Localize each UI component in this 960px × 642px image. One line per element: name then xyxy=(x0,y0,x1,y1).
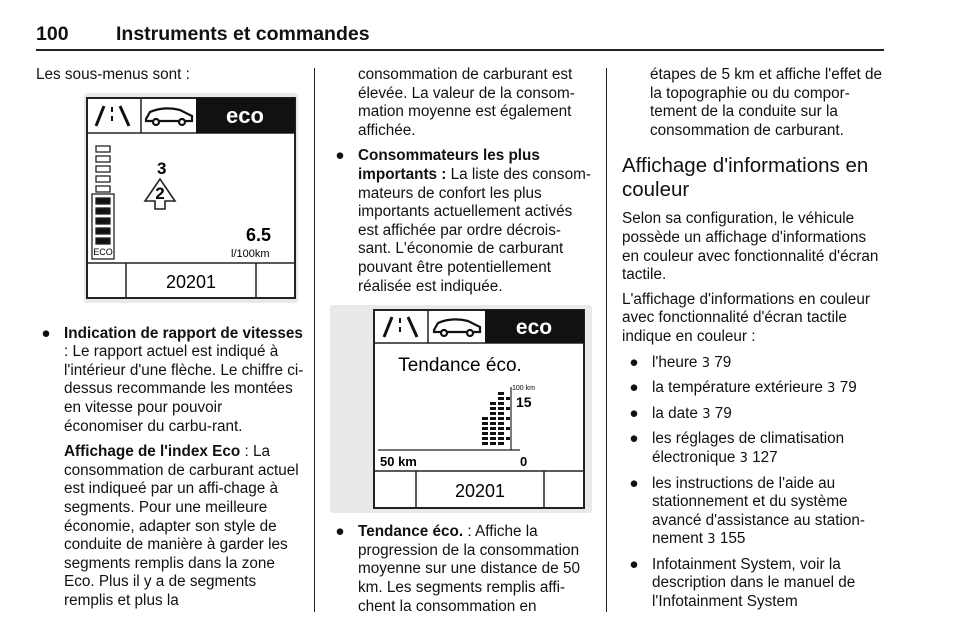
bullet-icon: ● xyxy=(335,523,345,541)
term-gear-indication: Indication de rapport de vitesses xyxy=(64,324,303,342)
page-reference-number: 79 xyxy=(839,379,857,397)
section-heading: Affichage d'informations en couleur xyxy=(622,154,869,202)
page-title: Instruments et commandes xyxy=(116,23,370,45)
eco-index-paragraph xyxy=(36,443,304,610)
bullet-icon: ● xyxy=(629,430,639,448)
term-eco-trend: Tendance éco. xyxy=(358,523,464,541)
list-item xyxy=(624,379,886,399)
eco-tab-label: eco xyxy=(515,316,553,340)
major-consumers-text: La liste des consom-mateurs de confort les plus importants actuellement activés est affichée par ordre décrois-sant. L'économie de carburant pouvant être potentiellement réalisée est indiquée. xyxy=(358,165,591,295)
page-reference-icon: 3 xyxy=(739,450,748,466)
bullet-gear-indication xyxy=(36,325,304,437)
odometer: 20201 xyxy=(454,481,506,502)
scale-top: 15 xyxy=(516,394,532,411)
list-item xyxy=(624,475,886,550)
bullet-icon: ● xyxy=(629,379,639,397)
page-number: 100 xyxy=(36,23,69,45)
trend-title: Tendance éco. xyxy=(398,355,522,377)
page-reference-number: 79 xyxy=(714,353,732,371)
axis-left-label: 50 km xyxy=(380,454,417,470)
bullet-icon: ● xyxy=(629,353,639,371)
gear-recommend: 3 xyxy=(157,158,167,178)
list-item xyxy=(624,556,886,612)
section-paragraph-1: Selon sa configuration, le véhicule possède un affichage d'informations en couleur avec fonctionnalité d'écran tactile. xyxy=(622,210,879,284)
column-3 xyxy=(622,66,886,618)
odometer: 20201 xyxy=(165,271,217,292)
column-divider-2 xyxy=(606,68,607,612)
page-reference-number: 79 xyxy=(714,404,732,422)
eco-display-figure xyxy=(84,93,298,303)
eco-tab-label: eco xyxy=(226,102,264,128)
eco-index-label: ECO xyxy=(93,246,113,257)
page-reference-icon: 3 xyxy=(701,355,710,371)
gear-current: 2 xyxy=(155,183,165,203)
list-item xyxy=(624,405,886,425)
bullet-icon: ● xyxy=(41,324,51,342)
page-reference-number: 127 xyxy=(752,448,778,466)
eco-display-illustration xyxy=(84,93,298,303)
bullet-icon: ● xyxy=(629,404,639,422)
consumption-unit: l/100km xyxy=(231,247,270,260)
bullet-major-consumers xyxy=(330,147,592,296)
list-item-text: la température extérieure xyxy=(652,379,823,397)
eco-trend-figure xyxy=(330,305,592,513)
eco-trend-text: : Affiche la progression de la consommation moyenne sur une distance de 50 km. Les segments remplis affi-chent la consommation en xyxy=(358,523,580,615)
gear-indication-text: : Le rapport actuel est indiqué à l'intérieur d'une flèche. Le chiffre ci-dessus recommande les montées en vitesse pour pouvoir économiser du carbu-rant. xyxy=(64,343,304,435)
term-eco-index: Affichage de l'index Eco xyxy=(64,443,241,461)
list-item-text: les réglages de climatisation électronique xyxy=(652,430,845,466)
column-1 xyxy=(36,66,304,611)
page-reference-icon: 3 xyxy=(702,406,711,422)
list-item xyxy=(624,430,886,468)
page-header xyxy=(36,23,370,46)
eco-trend-illustration xyxy=(330,305,592,513)
bullet-icon: ● xyxy=(629,474,639,492)
scale-unit: 100 km xyxy=(512,385,535,393)
list-item-text: les instructions de l'aide au stationnement et du système avancé d'assistance au station-nement xyxy=(652,474,865,548)
col2-continuation: consommation de carburant est élevée. La valeur de la consom-mation moyenne est également affichée. xyxy=(358,66,575,139)
col3-continuation: étapes de 5 km et affiche l'effet de la topographie ou du compor-tement de la conduite sur la consommation de carburant. xyxy=(650,66,882,139)
list-item-text: l'heure xyxy=(652,353,698,371)
page-reference-icon: 3 xyxy=(707,532,716,548)
list-item-text: Infotainment System, voir la description dans le manuel de l'Infotainment System xyxy=(652,555,856,611)
list-item xyxy=(624,354,886,374)
bullet-icon: ● xyxy=(629,555,639,573)
list-item-text: la date xyxy=(652,404,698,422)
term-major-consumers: Consommateurs les plus importants : xyxy=(358,147,540,183)
section-paragraph-2: L'affichage d'informations en couleur avec fonctionnalité d'écran tactile indique en couleur : xyxy=(622,290,870,345)
axis-right-label: 0 xyxy=(520,454,528,470)
page-reference-number: 155 xyxy=(719,530,746,548)
page-reference-icon: 3 xyxy=(827,381,836,397)
bullet-eco-trend xyxy=(330,523,592,616)
intro-text: Les sous-menus sont : xyxy=(36,66,190,83)
eco-index-text: : La consommation de carburant actuel est indiqueé par un affi-chage à segments. Pour une meilleure économie, adapter son style de conduite de manière à garder les segments remplis dans la zone Eco. Plus il y a de segments remplis et plus la xyxy=(64,443,299,609)
info-list xyxy=(622,354,886,612)
header-rule xyxy=(36,49,884,51)
column-divider-1 xyxy=(314,68,315,612)
bullet-icon: ● xyxy=(335,147,345,165)
consumption-value: 6.5 xyxy=(246,224,272,245)
column-2 xyxy=(330,66,592,616)
